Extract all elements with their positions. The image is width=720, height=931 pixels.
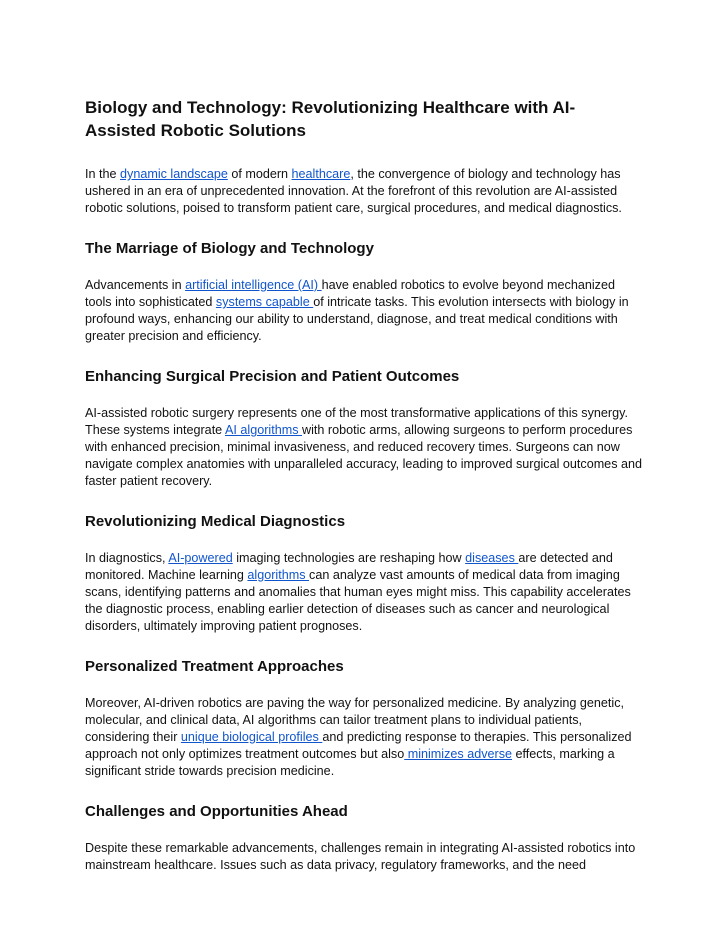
link-diseases[interactable]: diseases — [465, 551, 519, 565]
section-heading-personalized: Personalized Treatment Approaches — [85, 658, 344, 675]
link-ai-powered[interactable]: AI-powered — [168, 551, 233, 565]
paragraph-text: In diagnostics, — [85, 551, 169, 565]
link-minimizes-adverse[interactable]: minimizes adverse — [404, 747, 512, 761]
section-paragraph-marriage — [85, 277, 645, 345]
paragraph-text: and predicting response to therapies. This personalized approach not only optimizes treatment outcomes but also — [85, 730, 632, 761]
link-ai-algorithms[interactable]: AI algorithms — [225, 423, 302, 437]
section-heading-surgical: Enhancing Surgical Precision and Patient Outcomes — [85, 368, 460, 385]
section-heading-challenges: Challenges and Opportunities Ahead — [85, 803, 348, 820]
paragraph-text: Despite these remarkable advancements, challenges remain in integrating AI-assisted robotics into mainstream healthcare. Issues such as data privacy, regulatory frameworks, and the need — [85, 841, 636, 872]
intro-paragraph — [85, 166, 645, 217]
paragraph-text: Advancements in — [85, 278, 186, 292]
document-page — [85, 96, 645, 896]
link-algorithms[interactable]: algorithms — [247, 568, 310, 582]
link-dynamic-landscape[interactable]: dynamic landscape — [120, 167, 228, 181]
paragraph-text: are detected and monitored. Machine learning — [85, 551, 613, 582]
paragraph-text: with robotic arms, allowing surgeons to perform procedures with enhanced precision, minimal invasiveness, and reduced recovery times. Surgeons can now navigate complex anatomies with unparalleled accuracy, leading to improved surgical outcomes and faster patient recovery. — [85, 423, 642, 488]
paragraph-text: of intricate tasks. This evolution intersects with biology in profound ways, enhancing our ability to understand, diagnose, and treat medical conditions with greater precision and efficiency. — [85, 295, 629, 343]
section-paragraph-surgical — [85, 405, 645, 490]
section-paragraph-diagnostics — [85, 550, 645, 635]
paragraph-text: Moreover, AI-driven robotics are paving the way for personalized medicine. By analyzing genetic, molecular, and clinical data, AI algorithms can tailor treatment plans to individual patients, considering their — [85, 696, 625, 744]
intro-text-1: In the — [85, 167, 121, 181]
intro-text-3: , the convergence of biology and technology has ushered in an era of unprecedented innovation. At the forefront of this revolution are AI-assisted robotic solutions, poised to transform patient care, surgical procedures, and medical diagnostics. — [85, 167, 622, 215]
link-unique-biological-profiles[interactable]: unique biological profiles — [180, 730, 323, 744]
section-heading-marriage: The Marriage of Biology and Technology — [85, 240, 374, 257]
section-heading-diagnostics: Revolutionizing Medical Diagnostics — [85, 513, 346, 530]
paragraph-text: can analyze vast amounts of medical data from imaging scans, identifying patterns and anomalies that human eyes might miss. This capability accelerates the diagnostic process, enabling earlier detection of diseases such as cancer and neurological disorders, ultimately improving patient prognoses. — [85, 568, 631, 633]
paragraph-text: have enabled robotics to evolve beyond mechanized tools into sophisticated — [85, 278, 615, 309]
paragraph-text: AI-assisted robotic surgery represents one of the most transformative applications of this synergy. These systems integrate — [85, 406, 628, 437]
link-healthcare[interactable]: healthcare — [291, 167, 351, 181]
paragraph-text: effects, marking a significant stride towards precision medicine. — [85, 747, 615, 778]
document-title: Biology and Technology: Revolutionizing Healthcare with AI-Assisted Robotic Solutions — [85, 98, 576, 140]
section-paragraph-personalized — [85, 695, 645, 780]
link-systems-capable[interactable]: systems capable — [215, 295, 314, 309]
section-paragraph-challenges — [85, 840, 645, 874]
intro-text-2: of modern — [227, 167, 292, 181]
paragraph-text: imaging technologies are reshaping how — [232, 551, 466, 565]
link-artificial-intelligence[interactable]: artificial intelligence (AI) — [185, 278, 322, 292]
